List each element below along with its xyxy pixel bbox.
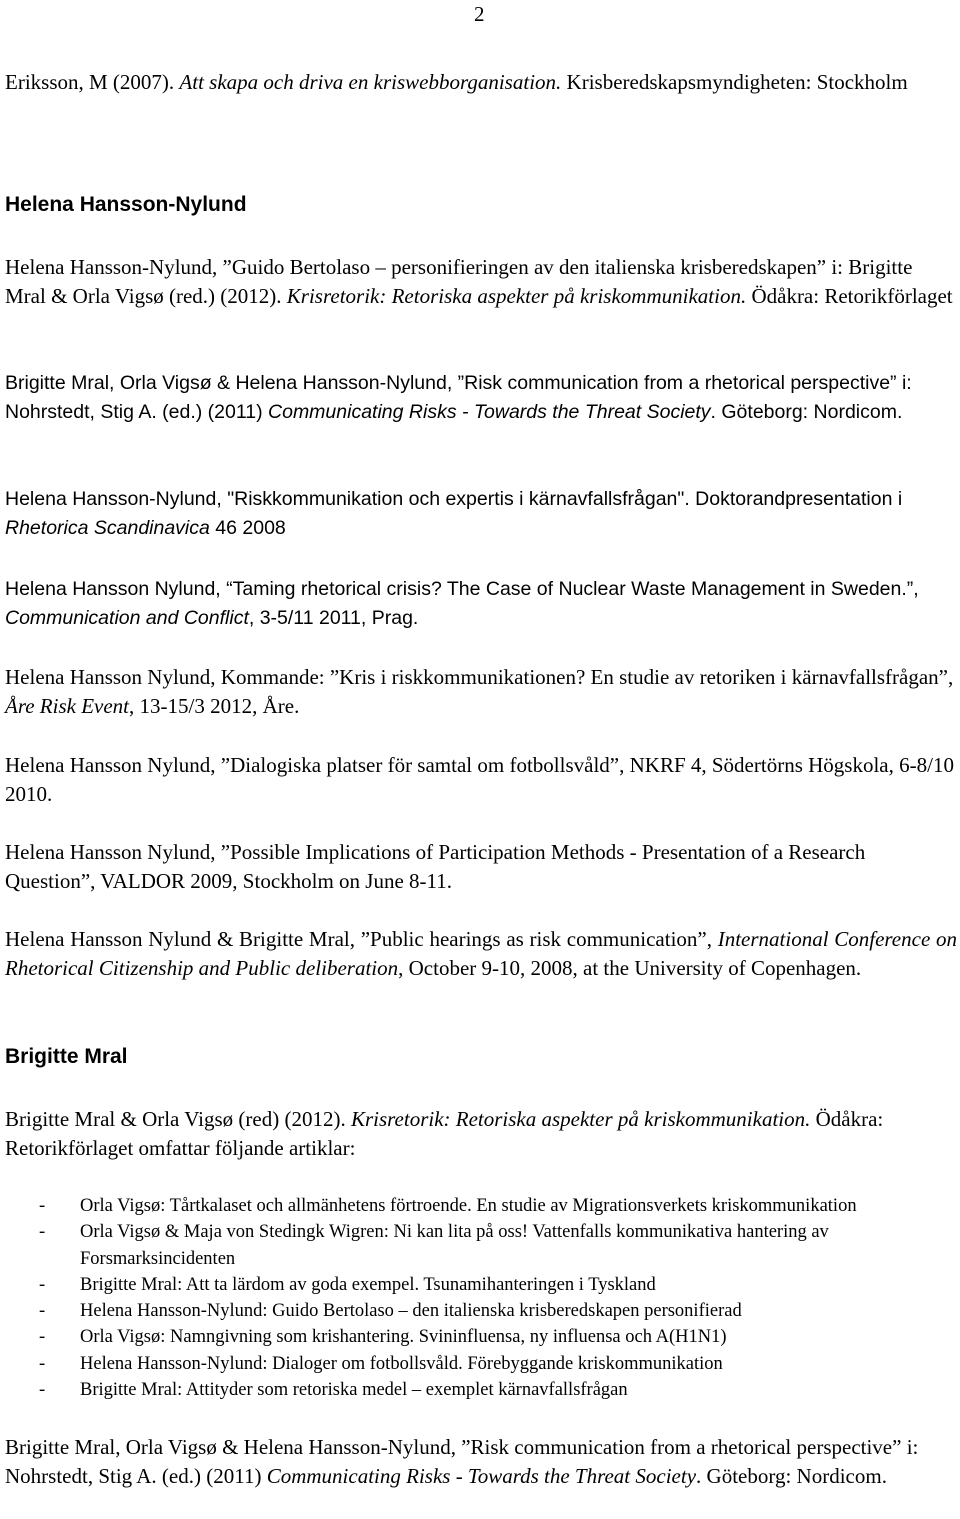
list-item <box>5 1351 955 1377</box>
reference-hhn-4 <box>5 575 957 633</box>
ref-text: Helena Hansson Nylund & Brigitte Mral, ”Public hearings as risk communication”, <box>5 927 718 951</box>
list-dash: - <box>39 1196 46 1216</box>
reference-bm-1 <box>5 1105 957 1163</box>
ref-title: Krisretorik: Retoriska aspekter på kriskommunikation. <box>286 284 747 308</box>
list-item <box>5 1193 955 1219</box>
ref-title: Åre Risk Event <box>5 694 130 718</box>
ref-title: Communicating Risks - Towards the Threat Society <box>266 1464 697 1488</box>
article-text: Orla Vigsø: Namngivning som krishantering. Svininfluensa, ny influensa och A(H1N1) <box>80 1327 727 1348</box>
reference-hhn-8 <box>5 925 957 983</box>
reference-hhn-6: Helena Hansson Nylund, ”Dialogiska platser för samtal om fotbollsvåld”, NKRF 4, Södertörns Högskola, 6-8/10 2010. <box>5 753 954 806</box>
list-item <box>5 1272 955 1298</box>
article-text: Orla Vigsø & Maja von Stedingk Wigren: Ni kan lita på oss! Vattenfalls kommunikativa hantering av Forsmarksincidenten <box>80 1222 829 1269</box>
reference-hhn-7: Helena Hansson Nylund, ”Possible Implications of Participation Methods - Presentation of a Research Question”, VALDOR 2009, Stockholm on June 8-11. <box>5 840 866 893</box>
list-dash: - <box>39 1380 46 1401</box>
reference-eriksson <box>5 68 957 97</box>
section-heading-mral: Brigitte Mral <box>5 1045 128 1068</box>
article-text: Brigitte Mral: Att ta lärdom av goda exempel. Tsunamihanteringen i Tyskland <box>80 1274 656 1295</box>
ref-text: Brigitte Mral, Orla Vigsø & Helena Hansson-Nylund, ”Risk communication from a rhetorical perspective” i: Nohrstedt, Stig A. (ed.) (2011) <box>5 372 912 423</box>
list-dash: - <box>39 1222 46 1243</box>
ref-title: Krisretorik: Retoriska aspekter på kriskommunikation. <box>350 1107 811 1131</box>
ref-text: Helena Hansson Nylund, Kommande: ”Kris i riskkommunikationen? En studie av retoriken i kärnavfallsfrågan”, <box>5 665 954 689</box>
ref-text: Helena Hansson-Nylund, "Riskkommunikation och expertis i kärnavfallsfrågan". Doktorandpresentation i <box>5 488 903 510</box>
article-text: Orla Vigsø: Tårtkalaset och allmänhetens förtroende. En studie av Migrationsverkets kriskommunikation <box>80 1196 857 1216</box>
ref-text: Brigitte Mral & Orla Vigsø (red) (2012). <box>5 1107 351 1131</box>
ref-text: Ödåkra: Retorikförlaget <box>746 284 953 308</box>
reference-hhn-3 <box>5 485 957 543</box>
page-number: 2 <box>474 2 485 26</box>
ref-text: Brigitte Mral, Orla Vigsø & Helena Hansson-Nylund, ”Risk communication from a rhetorical perspective” i: Nohrstedt, Stig A. (ed.) (2011) <box>5 1435 919 1488</box>
ref-title: Att skapa och driva en kriswebborganisation. <box>179 70 562 94</box>
ref-title: International Conference on Rhetorical Citizenship and Public deliberation <box>5 927 958 980</box>
article-text: Helena Hansson-Nylund: Dialoger om fotbollsvåld. Förebyggande kriskommunikation <box>80 1353 723 1374</box>
list-dash: - <box>39 1274 46 1295</box>
reference-hhn-5 <box>5 663 957 721</box>
list-item <box>5 1377 955 1403</box>
list-dash: - <box>39 1301 46 1322</box>
ref-text: Helena Hansson Nylund, <box>5 578 227 600</box>
section-heading-hansson-nylund: Helena Hansson-Nylund <box>5 193 247 216</box>
reference-hhn-2 <box>5 369 957 427</box>
ref-title: Communicating Risks - Towards the Threat Society <box>268 401 711 423</box>
reference-hhn-1 <box>5 253 957 311</box>
ref-text: Ödåkra: Retorikförlaget omfattar följande artiklar: <box>5 1107 884 1160</box>
ref-text: 46 2008 <box>209 517 286 539</box>
list-dash: - <box>39 1327 46 1348</box>
reference-bm-2 <box>5 1433 957 1491</box>
ref-text: . Göteborg: Nordicom. <box>710 401 903 423</box>
list-item <box>5 1324 955 1350</box>
list-item <box>5 1298 955 1324</box>
article-list <box>5 1193 955 1403</box>
ref-title: Communication and Conflict <box>5 607 249 629</box>
ref-text: , 3-5/11 2011, Prag. <box>248 607 419 629</box>
ref-text: Eriksson, M (2007). <box>5 70 180 94</box>
list-item <box>5 1219 955 1272</box>
ref-title: Rhetorica Scandinavica <box>5 517 210 539</box>
ref-text: Helena Hansson-Nylund, ”Guido Bertolaso – personifieringen av den italienska krisberedskapen” i: Brigitte Mral & Orla Vigsø (red.) (2012). <box>5 255 913 308</box>
article-text: Helena Hansson-Nylund: Guido Bertolaso – den italienska krisberedskapen personifierad <box>80 1301 742 1322</box>
ref-text: , October 9-10, 2008, at the University of Copenhagen. <box>398 956 862 980</box>
list-dash: - <box>39 1353 46 1374</box>
article-text: Brigitte Mral: Attityder som retoriska medel – exemplet kärnavfallsfrågan <box>80 1380 628 1401</box>
ref-text: , 13-15/3 2012, Åre. <box>129 694 300 718</box>
ref-text: “Taming rhetorical crisis? The Case of Nuclear Waste Management in Sweden.”, <box>226 578 919 600</box>
ref-text: . Göteborg: Nordicom. <box>696 1464 887 1488</box>
ref-text: Krisberedskapsmyndigheten: Stockholm <box>561 70 908 94</box>
